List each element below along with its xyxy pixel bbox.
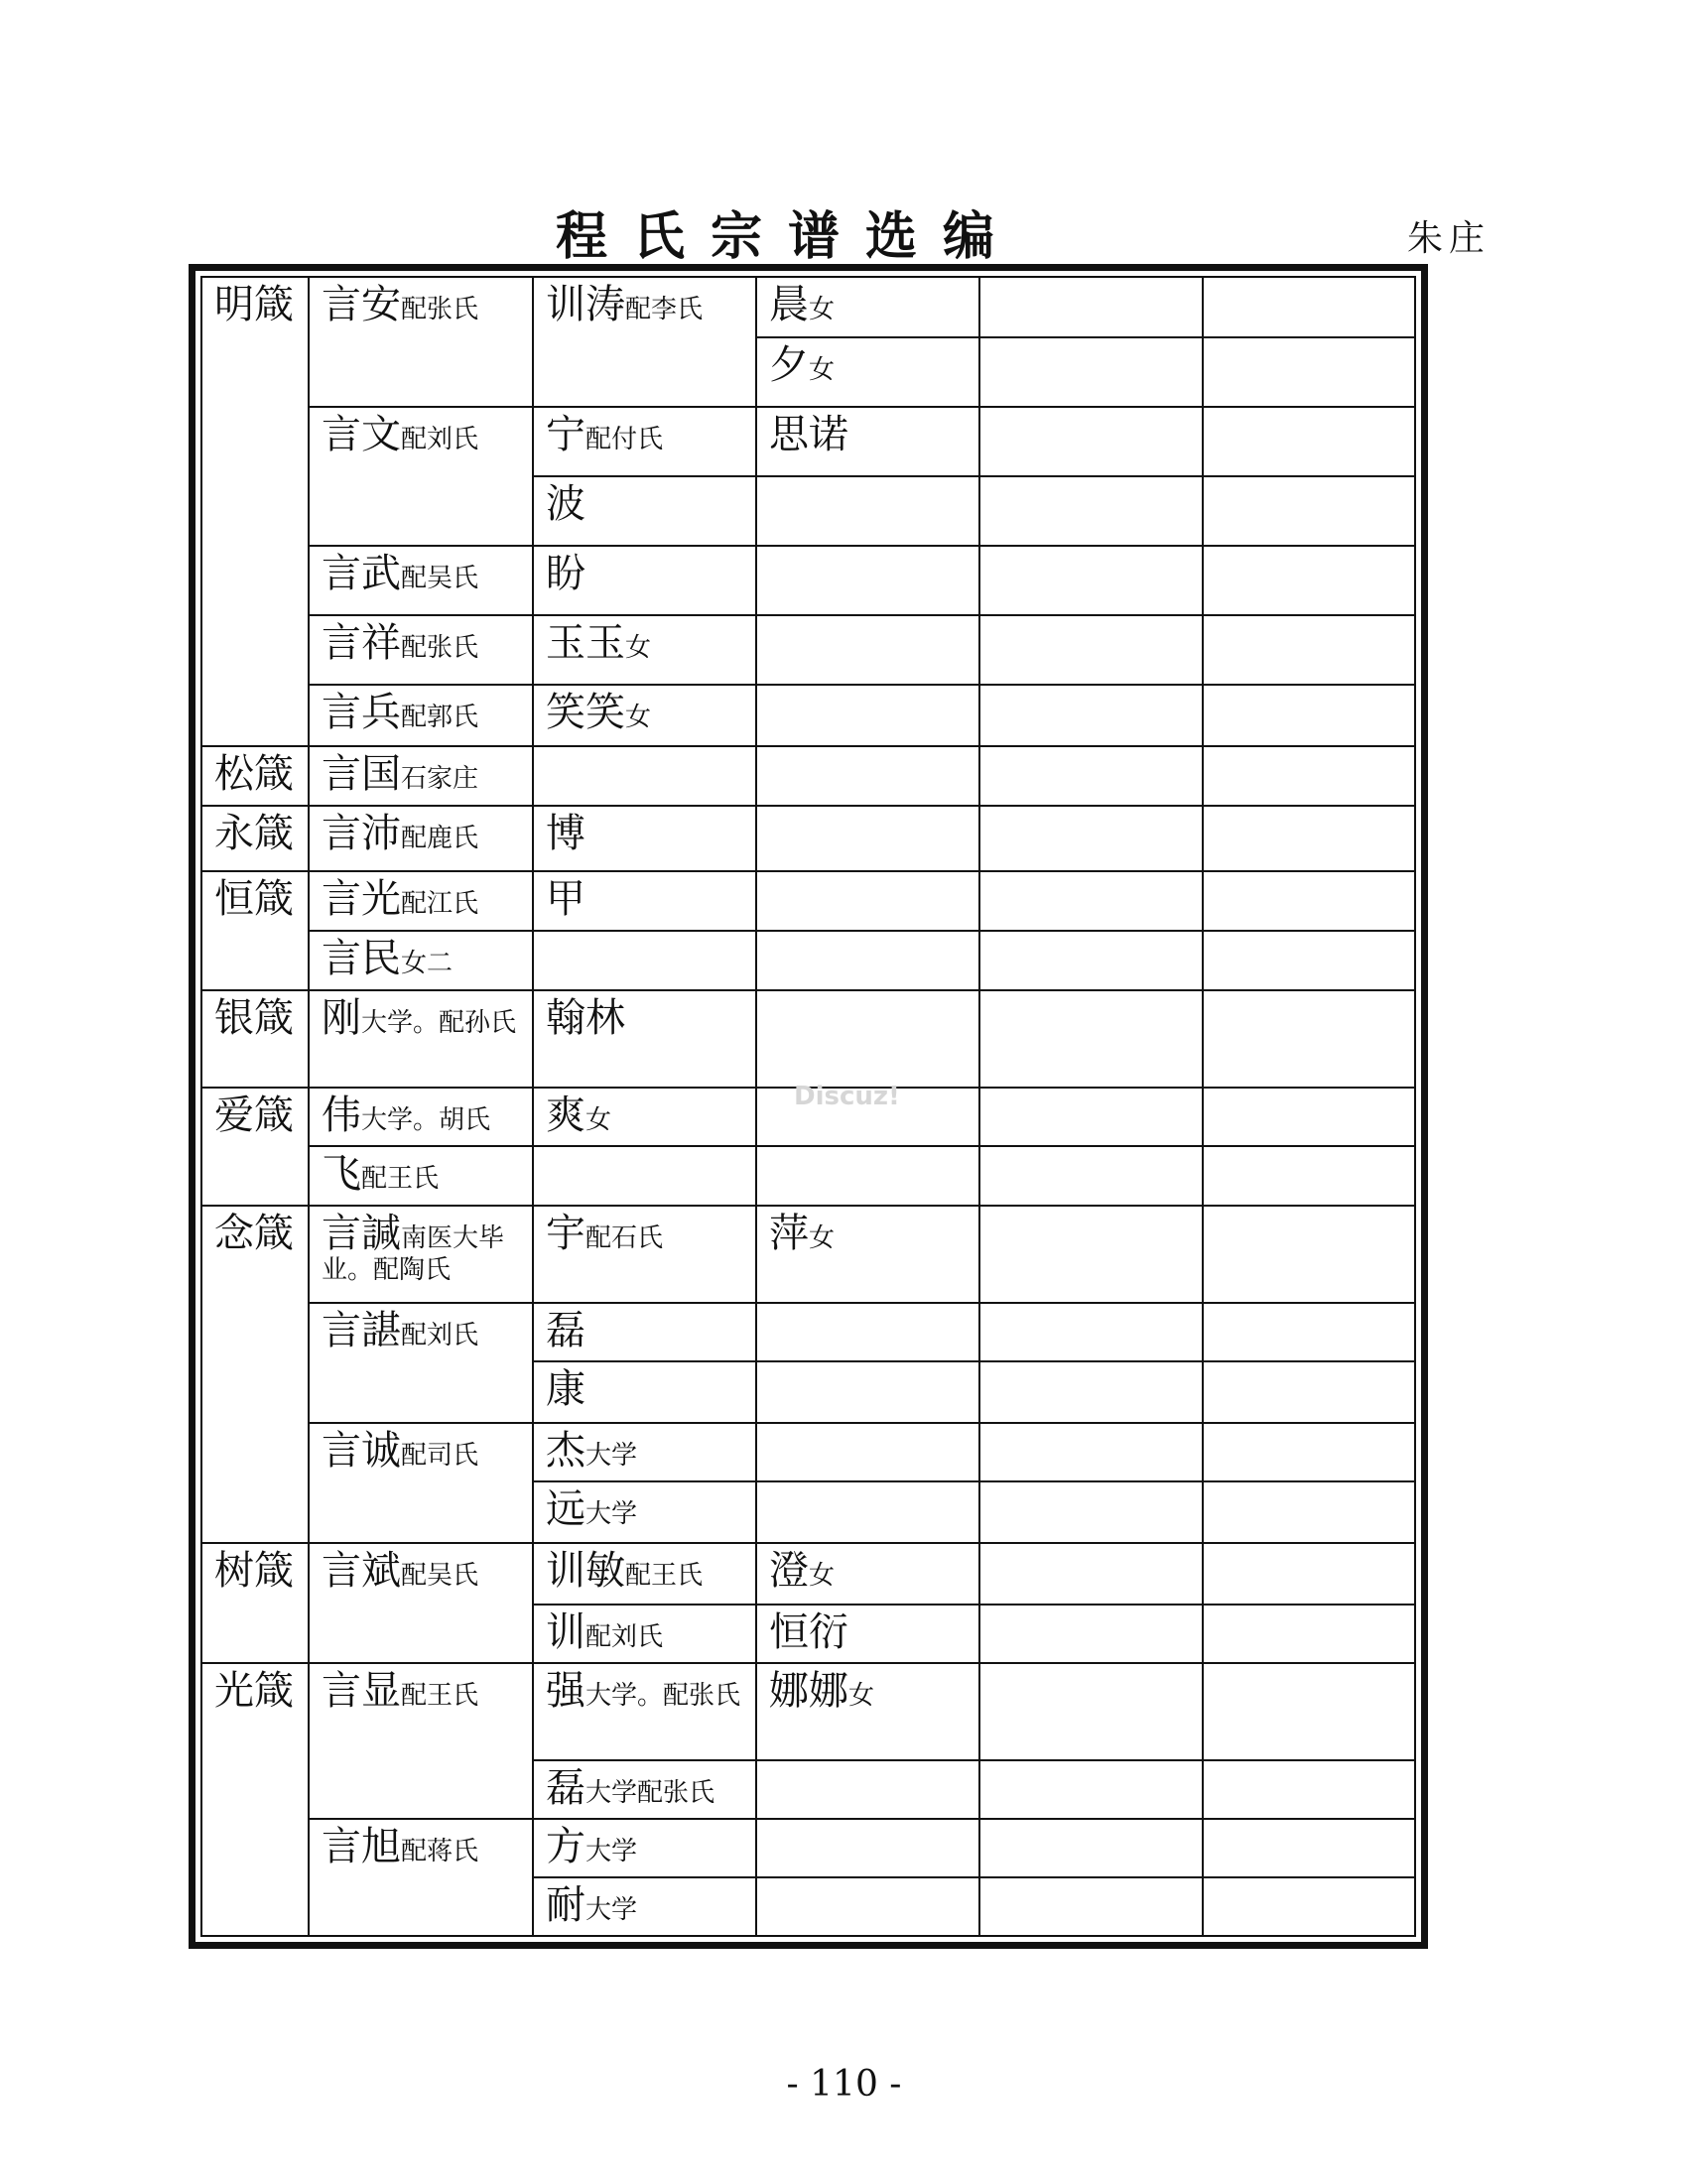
table-row	[202, 806, 1414, 871]
generation-name: 永箴	[214, 811, 294, 856]
person-note: 配司氏	[401, 1441, 479, 1471]
genealogy-cell	[756, 1423, 979, 1481]
table-row	[202, 615, 1414, 685]
genealogy-cell	[309, 1146, 533, 1206]
person-name: 言兵	[322, 690, 401, 735]
genealogy-cell	[533, 990, 756, 1088]
person-note: 南医大毕业。配陶氏	[322, 1223, 505, 1285]
person-name: 娜娜	[769, 1668, 848, 1714]
person-name: 磊	[546, 1308, 585, 1353]
person-name: 训敏	[546, 1548, 625, 1594]
genealogy-cell	[1203, 1303, 1414, 1361]
genealogy-cell	[1203, 1543, 1414, 1605]
genealogy-cell	[309, 546, 533, 615]
genealogy-cell	[979, 337, 1203, 407]
person-name: 刚	[322, 995, 361, 1041]
genealogy-cell	[533, 1423, 756, 1481]
person-name: 飞	[322, 1151, 361, 1197]
person-note: 女	[848, 1681, 875, 1711]
table-row	[202, 1423, 1414, 1481]
genealogy-cell	[756, 806, 979, 871]
generation-name: 念箴	[214, 1211, 294, 1256]
person-note: 石家庄	[401, 764, 479, 794]
genealogy-cell	[1203, 871, 1414, 931]
genealogy-cell	[1203, 1481, 1414, 1543]
person-name: 言诚	[322, 1428, 401, 1474]
genealogy-cell	[979, 746, 1203, 806]
genealogy-cell	[979, 871, 1203, 931]
genealogy-cell	[533, 546, 756, 615]
genealogy-cell	[756, 931, 979, 990]
genealogy-cell	[309, 1423, 533, 1543]
genealogy-cell	[533, 278, 756, 407]
genealogy-cell	[533, 1760, 756, 1819]
genealogy-cell	[309, 1303, 533, 1423]
genealogy-cell	[756, 1819, 979, 1877]
genealogy-cell	[533, 1146, 756, 1206]
person-note: 大学	[585, 1837, 638, 1866]
genealogy-cell	[979, 1877, 1203, 1936]
genealogy-cell	[756, 278, 979, 337]
genealogy-cell	[1203, 1206, 1414, 1303]
person-name: 远	[546, 1486, 585, 1532]
person-name: 夕	[769, 342, 809, 388]
genealogy-cell	[309, 1543, 533, 1663]
genealogy-cell	[202, 1663, 309, 1936]
genealogy-cell	[979, 806, 1203, 871]
person-note: 女	[625, 703, 652, 732]
genealogy-cell	[533, 1663, 756, 1760]
genealogy-cell	[533, 746, 756, 806]
genealogy-cell	[756, 337, 979, 407]
table-row	[202, 1543, 1414, 1605]
genealogy-cell	[309, 1206, 533, 1303]
genealogy-cell	[756, 1543, 979, 1605]
table-row	[202, 407, 1414, 476]
person-note: 配刘氏	[401, 425, 479, 454]
genealogy-cell	[309, 931, 533, 990]
person-note: 女	[809, 295, 836, 324]
table-row	[202, 871, 1414, 931]
person-note: 配付氏	[585, 425, 664, 454]
genealogy-cell	[533, 1877, 756, 1936]
genealogy-cell	[533, 1819, 756, 1877]
person-name: 杰	[546, 1428, 585, 1474]
person-note: 大学	[585, 1895, 638, 1925]
watermark: Discuz!	[794, 1082, 900, 1111]
genealogy-cell	[533, 871, 756, 931]
person-name: 训	[546, 1609, 585, 1655]
table-row	[202, 685, 1414, 746]
generation-name: 恒箴	[214, 876, 294, 922]
person-note: 女	[809, 1223, 836, 1253]
genealogy-cell	[1203, 1088, 1414, 1146]
genealogy-cell	[309, 806, 533, 871]
genealogy-cell	[202, 1206, 309, 1543]
person-name: 甲	[546, 876, 585, 922]
person-name: 言武	[322, 551, 401, 596]
genealogy-cell	[309, 1663, 533, 1819]
genealogy-cell	[202, 990, 309, 1088]
genealogy-cell	[202, 1543, 309, 1663]
genealogy-cell	[979, 685, 1203, 746]
person-name: 宇	[546, 1211, 585, 1256]
genealogy-cell	[533, 1543, 756, 1605]
genealogy-cell	[756, 476, 979, 546]
person-name: 言諶	[322, 1308, 401, 1353]
table-row	[202, 1206, 1414, 1303]
generation-name: 银箴	[214, 995, 294, 1041]
genealogy-cell	[1203, 407, 1414, 476]
genealogy-cell	[979, 1760, 1203, 1819]
genealogy-cell	[533, 476, 756, 546]
person-note: 配李氏	[625, 295, 704, 324]
person-name: 萍	[769, 1211, 809, 1256]
person-name: 言旭	[322, 1824, 401, 1869]
genealogy-cell	[756, 1760, 979, 1819]
genealogy-cell	[756, 1663, 979, 1760]
person-name: 耐	[546, 1882, 585, 1928]
genealogy-cell	[1203, 1819, 1414, 1877]
genealogy-cell	[979, 476, 1203, 546]
table-row	[202, 1146, 1414, 1206]
person-note: 配刘氏	[585, 1622, 664, 1652]
genealogy-cell	[533, 615, 756, 685]
person-name: 强	[546, 1668, 585, 1714]
person-note: 配郭氏	[401, 703, 479, 732]
person-note: 大学。胡氏	[361, 1105, 491, 1135]
person-note: 配张氏	[401, 295, 479, 324]
genealogy-cell	[979, 1819, 1203, 1877]
genealogy-cell	[1203, 990, 1414, 1088]
genealogy-cell	[756, 871, 979, 931]
person-name: 言显	[322, 1668, 401, 1714]
table-row	[202, 1663, 1414, 1760]
genealogy-cell	[756, 1303, 979, 1361]
genealogy-cell	[533, 1361, 756, 1423]
genealogy-cell	[533, 1605, 756, 1663]
person-name: 盼	[546, 551, 585, 596]
genealogy-cell	[533, 685, 756, 746]
person-note: 配吴氏	[401, 564, 479, 593]
person-note: 大学配张氏	[585, 1778, 715, 1808]
genealogy-cell	[1203, 1423, 1414, 1481]
generation-name: 明箴	[214, 282, 294, 327]
genealogy-cell	[979, 931, 1203, 990]
person-note: 女	[585, 1105, 612, 1135]
genealogy-cell	[1203, 546, 1414, 615]
person-note: 配石氏	[585, 1223, 664, 1253]
genealogy-cell	[979, 1481, 1203, 1543]
person-note: 配王氏	[625, 1561, 704, 1591]
genealogy-cell	[309, 990, 533, 1088]
person-name: 言沛	[322, 811, 401, 856]
genealogy-cell	[756, 1481, 979, 1543]
genealogy-cell	[533, 1481, 756, 1543]
person-note: 配张氏	[401, 633, 479, 663]
generation-name: 松箴	[214, 751, 294, 797]
genealogy-cell	[309, 278, 533, 407]
person-name: 言光	[322, 876, 401, 922]
person-name: 澄	[769, 1548, 809, 1594]
genealogy-cell	[533, 1088, 756, 1146]
person-note: 配吴氏	[401, 1561, 479, 1591]
genealogy-cell	[309, 615, 533, 685]
person-name: 言文	[322, 412, 401, 457]
person-note: 配王氏	[361, 1164, 440, 1194]
person-name: 言国	[322, 751, 401, 797]
genealogy-cell	[979, 1088, 1203, 1146]
person-name: 波	[546, 481, 585, 527]
genealogy-cell	[1203, 1361, 1414, 1423]
person-note: 大学	[585, 1441, 638, 1471]
table-row	[202, 1819, 1414, 1877]
person-name: 爽	[546, 1092, 585, 1138]
genealogy-cell	[202, 871, 309, 990]
table-row	[202, 1303, 1414, 1361]
genealogy-cell	[1203, 931, 1414, 990]
genealogy-cell	[1203, 476, 1414, 546]
genealogy-cell	[533, 407, 756, 476]
genealogy-cell	[533, 931, 756, 990]
person-name: 思诺	[769, 412, 848, 457]
generation-name: 光箴	[214, 1668, 294, 1714]
person-name: 言安	[322, 282, 401, 327]
person-name: 方	[546, 1824, 585, 1869]
genealogy-cell	[756, 1146, 979, 1206]
genealogy-cell	[1203, 1877, 1414, 1936]
genealogy-cell	[756, 1605, 979, 1663]
person-name: 翰林	[546, 995, 625, 1041]
genealogy-cell	[979, 1361, 1203, 1423]
genealogy-cell	[1203, 1605, 1414, 1663]
genealogy-cell	[202, 746, 309, 806]
page-number: - 110 -	[786, 2064, 902, 2105]
table-row	[202, 746, 1414, 806]
person-note: 配刘氏	[401, 1321, 479, 1350]
genealogy-cell	[1203, 278, 1414, 337]
genealogy-cell	[533, 1206, 756, 1303]
genealogy-cell	[309, 871, 533, 931]
genealogy-cell	[756, 615, 979, 685]
genealogy-cell	[979, 278, 1203, 337]
person-name: 言斌	[322, 1548, 401, 1594]
person-note: 大学。配孙氏	[361, 1008, 517, 1038]
person-name: 恒衍	[769, 1609, 848, 1655]
genealogy-cell	[202, 806, 309, 871]
generation-name: 爱箴	[214, 1092, 294, 1138]
person-note: 大学	[585, 1499, 638, 1529]
genealogy-cell	[756, 407, 979, 476]
genealogy-cell	[309, 746, 533, 806]
genealogy-cell	[1203, 1760, 1414, 1819]
person-name: 训涛	[546, 282, 625, 327]
genealogy-cell	[756, 546, 979, 615]
person-note: 女	[809, 1561, 836, 1591]
genealogy-cell	[1203, 337, 1414, 407]
genealogy-cell	[1203, 615, 1414, 685]
genealogy-cell	[979, 1146, 1203, 1206]
generation-name: 树箴	[214, 1548, 294, 1594]
genealogy-cell	[1203, 1663, 1414, 1760]
genealogy-cell	[979, 1663, 1203, 1760]
person-note: 配王氏	[401, 1681, 479, 1711]
table-row	[202, 546, 1414, 615]
genealogy-cell	[202, 1088, 309, 1206]
person-note: 女	[809, 355, 836, 385]
genealogy-cell	[756, 990, 979, 1088]
person-name: 博	[546, 811, 585, 856]
genealogy-cell	[202, 278, 309, 746]
genealogy-cell	[979, 1303, 1203, 1361]
genealogy-cell	[1203, 746, 1414, 806]
genealogy-cell	[1203, 806, 1414, 871]
genealogy-cell	[979, 1605, 1203, 1663]
genealogy-cell	[979, 990, 1203, 1088]
genealogy-cell	[309, 685, 533, 746]
person-name: 玉玉	[546, 620, 625, 666]
genealogy-cell	[756, 746, 979, 806]
genealogy-cell	[533, 806, 756, 871]
person-note: 配蒋氏	[401, 1837, 479, 1866]
person-note: 配江氏	[401, 889, 479, 919]
person-name: 晨	[769, 282, 809, 327]
page-title: 程氏宗谱选编	[556, 206, 1021, 267]
genealogy-cell	[979, 615, 1203, 685]
person-name: 伟	[322, 1092, 361, 1138]
person-note: 女	[625, 633, 652, 663]
genealogy-cell	[979, 1543, 1203, 1605]
village-label: 朱庄	[1407, 218, 1492, 259]
person-note: 女二	[401, 949, 454, 978]
person-name: 笑笑	[546, 690, 625, 735]
genealogy-cell	[309, 407, 533, 546]
genealogy-cell	[756, 1877, 979, 1936]
genealogy-cell	[309, 1088, 533, 1146]
table-row	[202, 931, 1414, 990]
table-row	[202, 278, 1414, 337]
genealogy-cell	[979, 407, 1203, 476]
genealogy-cell	[979, 1423, 1203, 1481]
genealogy-cell	[756, 685, 979, 746]
genealogy-cell	[756, 1206, 979, 1303]
genealogy-cell	[979, 546, 1203, 615]
genealogy-cell	[756, 1361, 979, 1423]
person-note: 配鹿氏	[401, 824, 479, 853]
person-name: 磊	[546, 1765, 585, 1811]
genealogy-cell	[979, 1206, 1203, 1303]
person-name: 言祥	[322, 620, 401, 666]
person-note: 大学。配张氏	[585, 1681, 741, 1711]
person-name: 宁	[546, 412, 585, 457]
table-row	[202, 990, 1414, 1088]
genealogy-cell	[1203, 1146, 1414, 1206]
person-name: 言民	[322, 936, 401, 981]
person-name: 康	[546, 1366, 585, 1412]
genealogy-cell	[309, 1819, 533, 1936]
genealogy-cell	[533, 1303, 756, 1361]
genealogy-cell	[1203, 685, 1414, 746]
person-name: 言諴	[322, 1211, 401, 1256]
